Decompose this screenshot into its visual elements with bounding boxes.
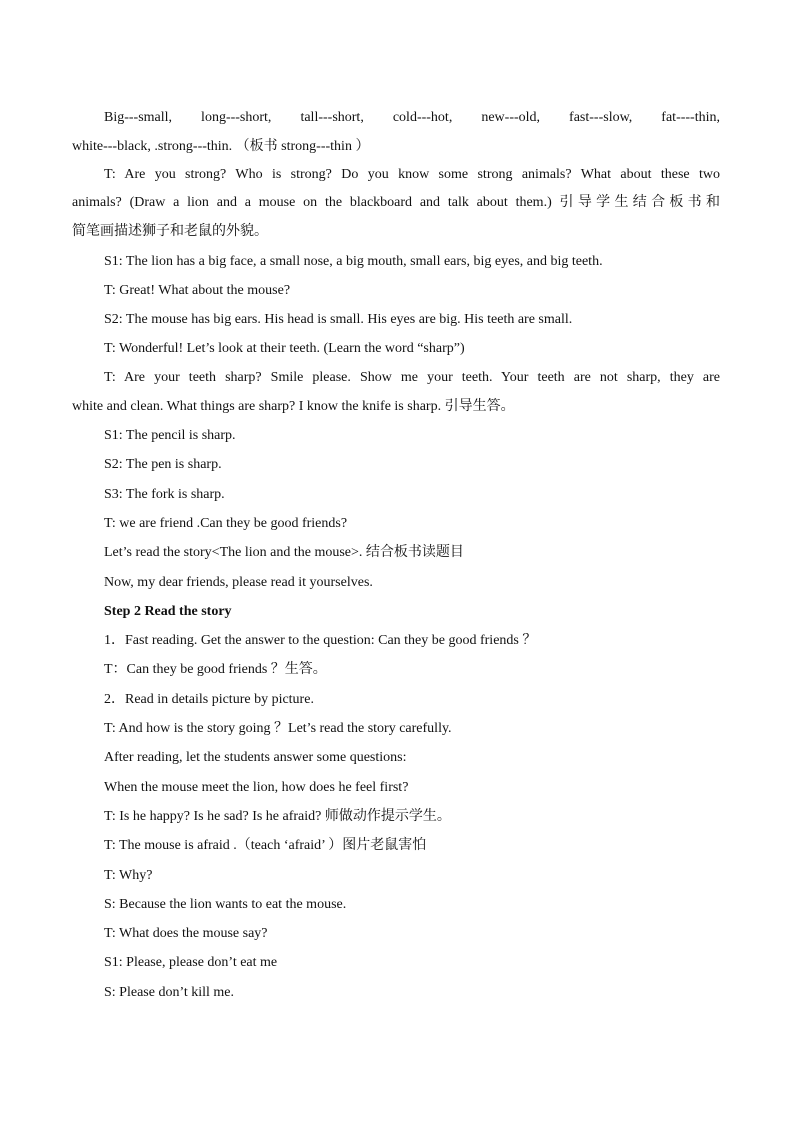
student-line: S2: The pen is sharp. — [104, 457, 222, 473]
instruction-line: Now, my dear friends, please read it yourselves. — [104, 574, 373, 590]
student-line: S3: The fork is sharp. — [104, 486, 225, 502]
opposites-line: Big---small, long---short, tall---short, cold---hot, new---old, fast---slow, fat----thin, — [104, 110, 720, 125]
student-line: S: Because the lion wants to eat the mouse. — [104, 896, 347, 912]
instruction-line: Let’s read the story<The lion and the mouse>. 结合板书读题目 — [104, 545, 464, 561]
student-line: S1: Please, please don’t eat me — [104, 955, 278, 971]
teacher-line-continued: white and clean. What things are sharp? I know the knife is sharp. 引导生答。 — [72, 398, 515, 414]
student-line: S: Please don’t kill me. — [104, 984, 235, 1000]
teacher-line: T: And how is the story going ？Let’s read the story carefully. — [104, 721, 452, 737]
teacher-line: T：Can they be good friends ？生答。 — [104, 662, 327, 678]
teacher-line-continued: animals? (Draw a lion and a mouse on the blackboard and talk about them.) 引导学生结合板书和 — [72, 195, 720, 211]
teacher-line: T: Are your teeth sharp? Smile please. Show me your teeth. Your teeth are not sharp, they are — [104, 369, 720, 385]
teacher-line: T: Why? — [104, 867, 153, 883]
teacher-line: T: What does the mouse say? — [104, 926, 268, 942]
teacher-line-continued: 简笔画描述狮子和老鼠的外貌。 — [72, 224, 268, 240]
numbered-step: 1．Fast reading. Get the answer to the question: Can they be good friends ？ — [104, 633, 537, 649]
teacher-line: T: Great! What about the mouse? — [104, 282, 291, 298]
document-body — [72, 104, 720, 1007]
teacher-line: T: we are friend .Can they be good friends? — [104, 515, 348, 531]
student-line: S1: The lion has a big face, a small nose, a big mouth, small ears, big eyes, and big teeth. — [104, 253, 603, 269]
numbered-step: 2．Read in details picture by picture. — [104, 691, 314, 707]
question-line: When the mouse meet the lion, how does he feel first? — [104, 779, 409, 795]
opposites-line-continued: white---black, .strong---thin. （板书 strong---thin ） — [72, 139, 370, 154]
teacher-line: T: Are you strong? Who is strong? Do you know some strong animals? What about these two — [104, 167, 720, 183]
teacher-line: T: The mouse is afraid .（teach ‘afraid’ ）图片老鼠害怕 — [104, 838, 427, 854]
teacher-line: T: Wonderful! Let’s look at their teeth. (Learn the word “sharp”) — [104, 341, 465, 357]
student-line: S2: The mouse has big ears. His head is small. His eyes are big. His teeth are small. — [104, 312, 573, 328]
student-line: S1: The pencil is sharp. — [104, 428, 236, 444]
step-heading: Step 2 Read the story — [104, 603, 232, 619]
instruction-line: After reading, let the students answer some questions: — [104, 750, 407, 766]
teacher-line: T: Is he happy? Is he sad? Is he afraid? 师做动作提示学生。 — [104, 808, 451, 824]
